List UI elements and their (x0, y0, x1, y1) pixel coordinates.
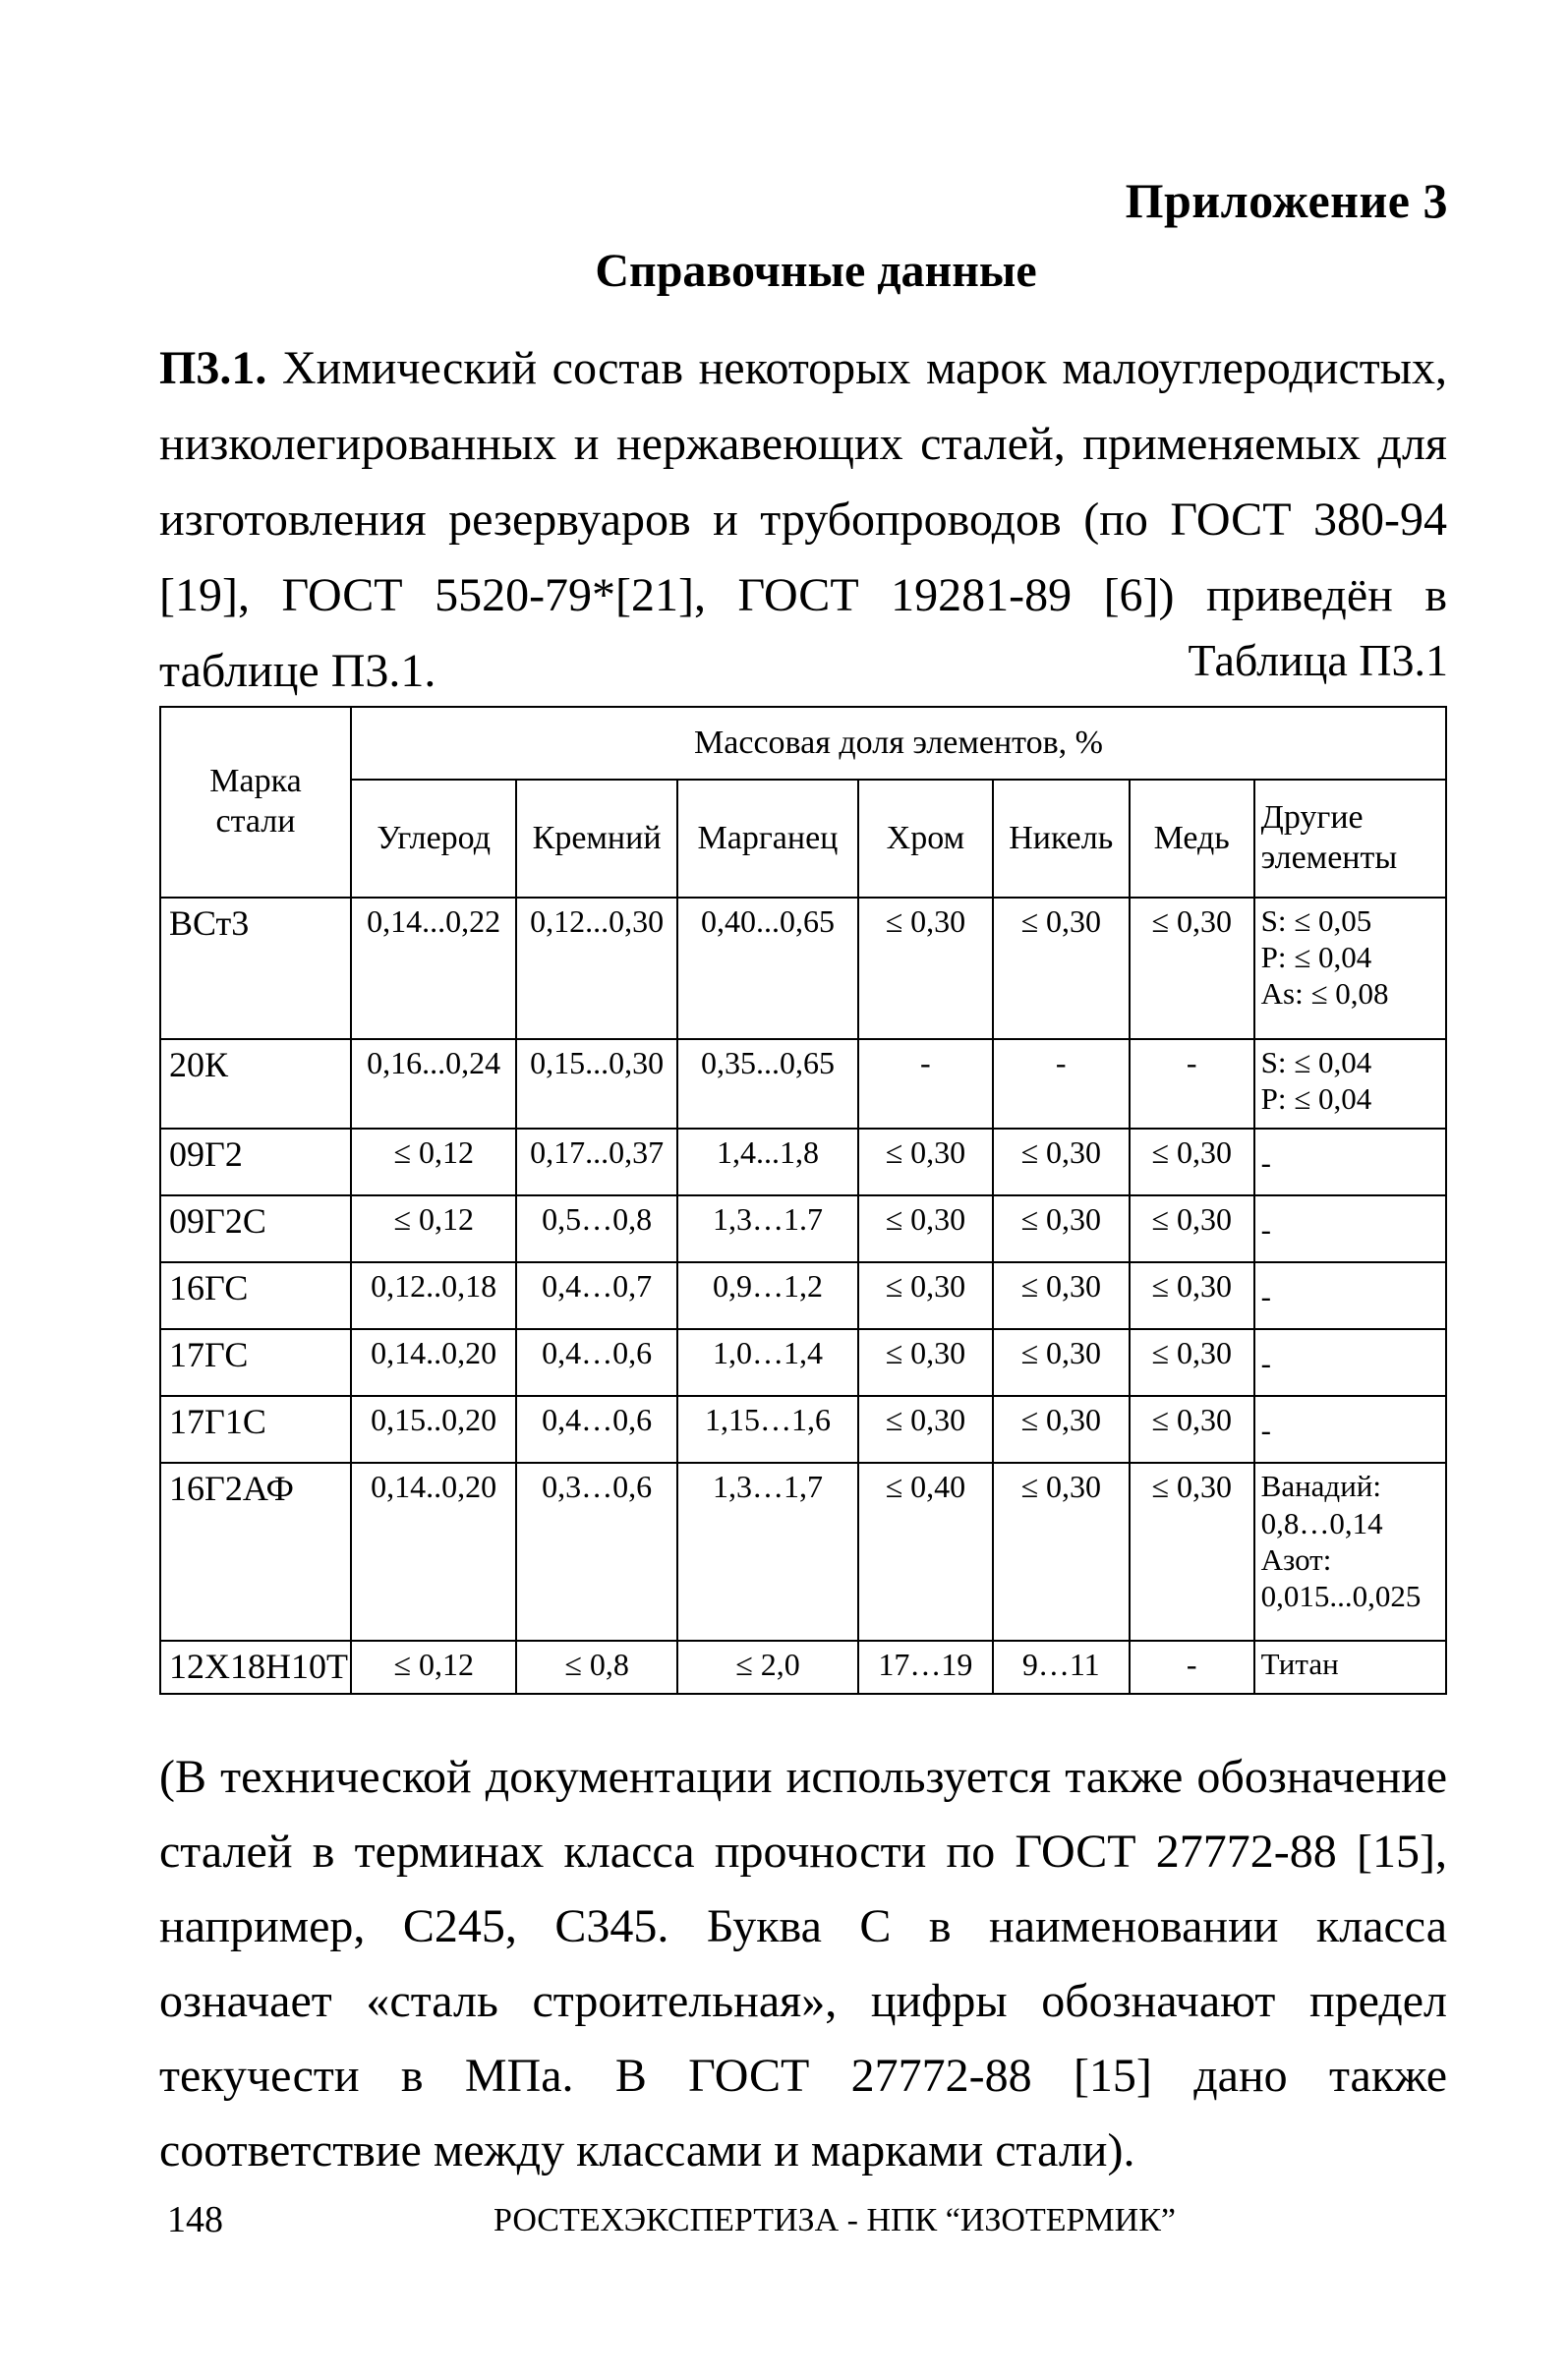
other-element-line: Азот: (1260, 1541, 1332, 1577)
steel-grade-cell: 17Г1С (160, 1396, 351, 1463)
value-cell-ni: ≤ 0,30 (993, 1195, 1130, 1262)
steel-grade-cell: 12Х18Н10Т (160, 1641, 351, 1694)
value-cell-cr: ≤ 0,30 (858, 1195, 993, 1262)
value-cell-cu: - (1130, 1039, 1254, 1129)
value-cell-c: 0,14...0,22 (351, 898, 516, 1039)
other-elements-cell (1254, 1641, 1446, 1694)
publisher-footer: РОСТЕХЭКСПЕРТИЗА - НПК “ИЗОТЕРМИК” (494, 2202, 1176, 2238)
steel-grade-cell: 16Г2АФ (160, 1463, 351, 1641)
value-cell-mn: 0,40...0,65 (677, 898, 858, 1039)
other-element-line: - (1260, 1345, 1271, 1380)
value-cell-ni: ≤ 0,30 (993, 1262, 1130, 1329)
value-cell-cu: ≤ 0,30 (1130, 1329, 1254, 1396)
value-cell-cr: ≤ 0,30 (858, 1396, 993, 1463)
note-paragraph: (В технической документации используется также обозначение сталей в терминах класса прочности по ГОСТ 27772-88 [15], например, С245, С345. Буква С в наименовании класса означает «сталь строительная», цифры обозначают предел текучести в МПа. В ГОСТ 27772-88 [15] дано также соответствие между классами и марками стали). (159, 1751, 1447, 2177)
value-cell-si: 0,17...0,37 (516, 1129, 676, 1195)
value-cell-mn: ≤ 2,0 (677, 1641, 858, 1694)
table-row (160, 1641, 1446, 1694)
value-cell-c: 0,14..0,20 (351, 1329, 516, 1396)
value-cell-c: ≤ 0,12 (351, 1641, 516, 1694)
appendix-heading: Приложение 3 (1125, 173, 1448, 228)
value-cell-ni: 9…11 (993, 1641, 1130, 1694)
value-cell-mn: 0,35...0,65 (677, 1039, 858, 1129)
other-elements-cell (1254, 1396, 1446, 1463)
value-cell-mn: 1,0…1,4 (677, 1329, 858, 1396)
section-title: Справочные данные (595, 245, 1037, 297)
other-elements-cell (1254, 1039, 1446, 1129)
column-header: Углерод (351, 780, 516, 898)
other-elements-cell (1254, 1463, 1446, 1641)
value-cell-ni: ≤ 0,30 (993, 1396, 1130, 1463)
other-elements-cell (1254, 898, 1446, 1039)
steel-grade-cell: ВСт3 (160, 898, 351, 1039)
other-elements-cell (1254, 1262, 1446, 1329)
other-element-line: 0,015...0,025 (1260, 1578, 1422, 1613)
group-header: Массовая доля элементов, % (351, 707, 1446, 780)
value-cell-si: ≤ 0,8 (516, 1641, 676, 1694)
value-cell-mn: 1,3…1,7 (677, 1463, 858, 1641)
other-element-line: - (1260, 1144, 1271, 1180)
other-element-line: 0,8…0,14 (1260, 1505, 1383, 1540)
other-elements-cell (1254, 1195, 1446, 1262)
value-cell-ni: ≤ 0,30 (993, 1463, 1130, 1641)
value-cell-cu: - (1130, 1641, 1254, 1694)
other-element-line: Ванадий: (1260, 1469, 1381, 1504)
value-cell-si: 0,15...0,30 (516, 1039, 676, 1129)
value-cell-mn: 0,9…1,2 (677, 1262, 858, 1329)
other-element-line: As: ≤ 0,08 (1260, 976, 1389, 1012)
value-cell-cr: ≤ 0,30 (858, 1262, 993, 1329)
value-cell-cr: ≤ 0,30 (858, 1329, 993, 1396)
value-cell-si: 0,4…0,6 (516, 1329, 676, 1396)
steel-grade-cell: 16ГС (160, 1262, 351, 1329)
value-cell-cu: ≤ 0,30 (1130, 1129, 1254, 1195)
value-cell-si: 0,4…0,6 (516, 1396, 676, 1463)
steel-grade-cell: 17ГС (160, 1329, 351, 1396)
value-cell-c: 0,14..0,20 (351, 1463, 516, 1641)
column-header: Другие элементы (1254, 780, 1446, 898)
intro-label: П3.1. (159, 342, 267, 394)
steel-grade-cell: 09Г2 (160, 1129, 351, 1195)
value-cell-ni: ≤ 0,30 (993, 1129, 1130, 1195)
value-cell-cr: - (858, 1039, 993, 1129)
value-cell-cu: ≤ 0,30 (1130, 1262, 1254, 1329)
steel-grade-cell: 09Г2С (160, 1195, 351, 1262)
page-number: 148 (167, 2199, 223, 2240)
other-element-line: S: ≤ 0,04 (1260, 1045, 1372, 1080)
value-cell-c: 0,12..0,18 (351, 1262, 516, 1329)
grade-column-header: Марка стали (160, 707, 351, 898)
table-row (160, 1129, 1446, 1195)
column-header: Хром (858, 780, 993, 898)
table-row (160, 1329, 1446, 1396)
table-row (160, 1262, 1446, 1329)
other-element-line: - (1260, 1211, 1271, 1247)
other-element-line: P: ≤ 0,04 (1260, 940, 1372, 975)
value-cell-cu: ≤ 0,30 (1130, 1396, 1254, 1463)
value-cell-ni: ≤ 0,30 (993, 1329, 1130, 1396)
table-row (160, 1039, 1446, 1129)
intro-text: Химический состав некоторых марок малоуглеродистых, низколегированных и нержавеющих сталей, применяемых для изготовления резервуаров и трубопроводов (по ГОСТ 380-94 [19], ГОСТ 5520-79*[21], ГОСТ 19281-89 [6]) приведён в таблице П3.1. (159, 342, 1448, 697)
value-cell-cu: ≤ 0,30 (1130, 1195, 1254, 1262)
value-cell-cu: ≤ 0,30 (1130, 898, 1254, 1039)
value-cell-c: 0,15..0,20 (351, 1396, 516, 1463)
table-row (160, 1396, 1446, 1463)
column-header: Кремний (516, 780, 676, 898)
steel-composition-table (159, 706, 1447, 1695)
table-row (160, 1463, 1446, 1641)
value-cell-c: 0,16...0,24 (351, 1039, 516, 1129)
column-header: Никель (993, 780, 1130, 898)
other-element-line: - (1260, 1412, 1271, 1447)
value-cell-mn: 1,4...1,8 (677, 1129, 858, 1195)
value-cell-si: 0,3…0,6 (516, 1463, 676, 1641)
column-header: Марганец (677, 780, 858, 898)
other-element-line: S: ≤ 0,05 (1260, 903, 1372, 938)
table-row (160, 1195, 1446, 1262)
steel-grade-cell: 20К (160, 1039, 351, 1129)
value-cell-cr: ≤ 0,30 (858, 1129, 993, 1195)
value-cell-mn: 1,15…1,6 (677, 1396, 858, 1463)
value-cell-cr: 17…19 (858, 1641, 993, 1694)
value-cell-c: ≤ 0,12 (351, 1195, 516, 1262)
value-cell-si: 0,5…0,8 (516, 1195, 676, 1262)
value-cell-si: 0,4…0,7 (516, 1262, 676, 1329)
value-cell-ni: ≤ 0,30 (993, 898, 1130, 1039)
value-cell-cr: ≤ 0,30 (858, 898, 993, 1039)
value-cell-si: 0,12...0,30 (516, 898, 676, 1039)
value-cell-cr: ≤ 0,40 (858, 1463, 993, 1641)
other-elements-cell (1254, 1329, 1446, 1396)
other-element-line: P: ≤ 0,04 (1260, 1081, 1372, 1117)
table-row (160, 898, 1446, 1039)
value-cell-mn: 1,3…1.7 (677, 1195, 858, 1262)
column-header: Медь (1130, 780, 1254, 898)
value-cell-c: ≤ 0,12 (351, 1129, 516, 1195)
table-caption: Таблица П3.1 (1188, 635, 1448, 685)
other-element-line: Титан (1260, 1646, 1339, 1681)
value-cell-cu: ≤ 0,30 (1130, 1463, 1254, 1641)
other-elements-cell (1254, 1129, 1446, 1195)
value-cell-ni: - (993, 1039, 1130, 1129)
other-element-line: - (1260, 1278, 1271, 1313)
